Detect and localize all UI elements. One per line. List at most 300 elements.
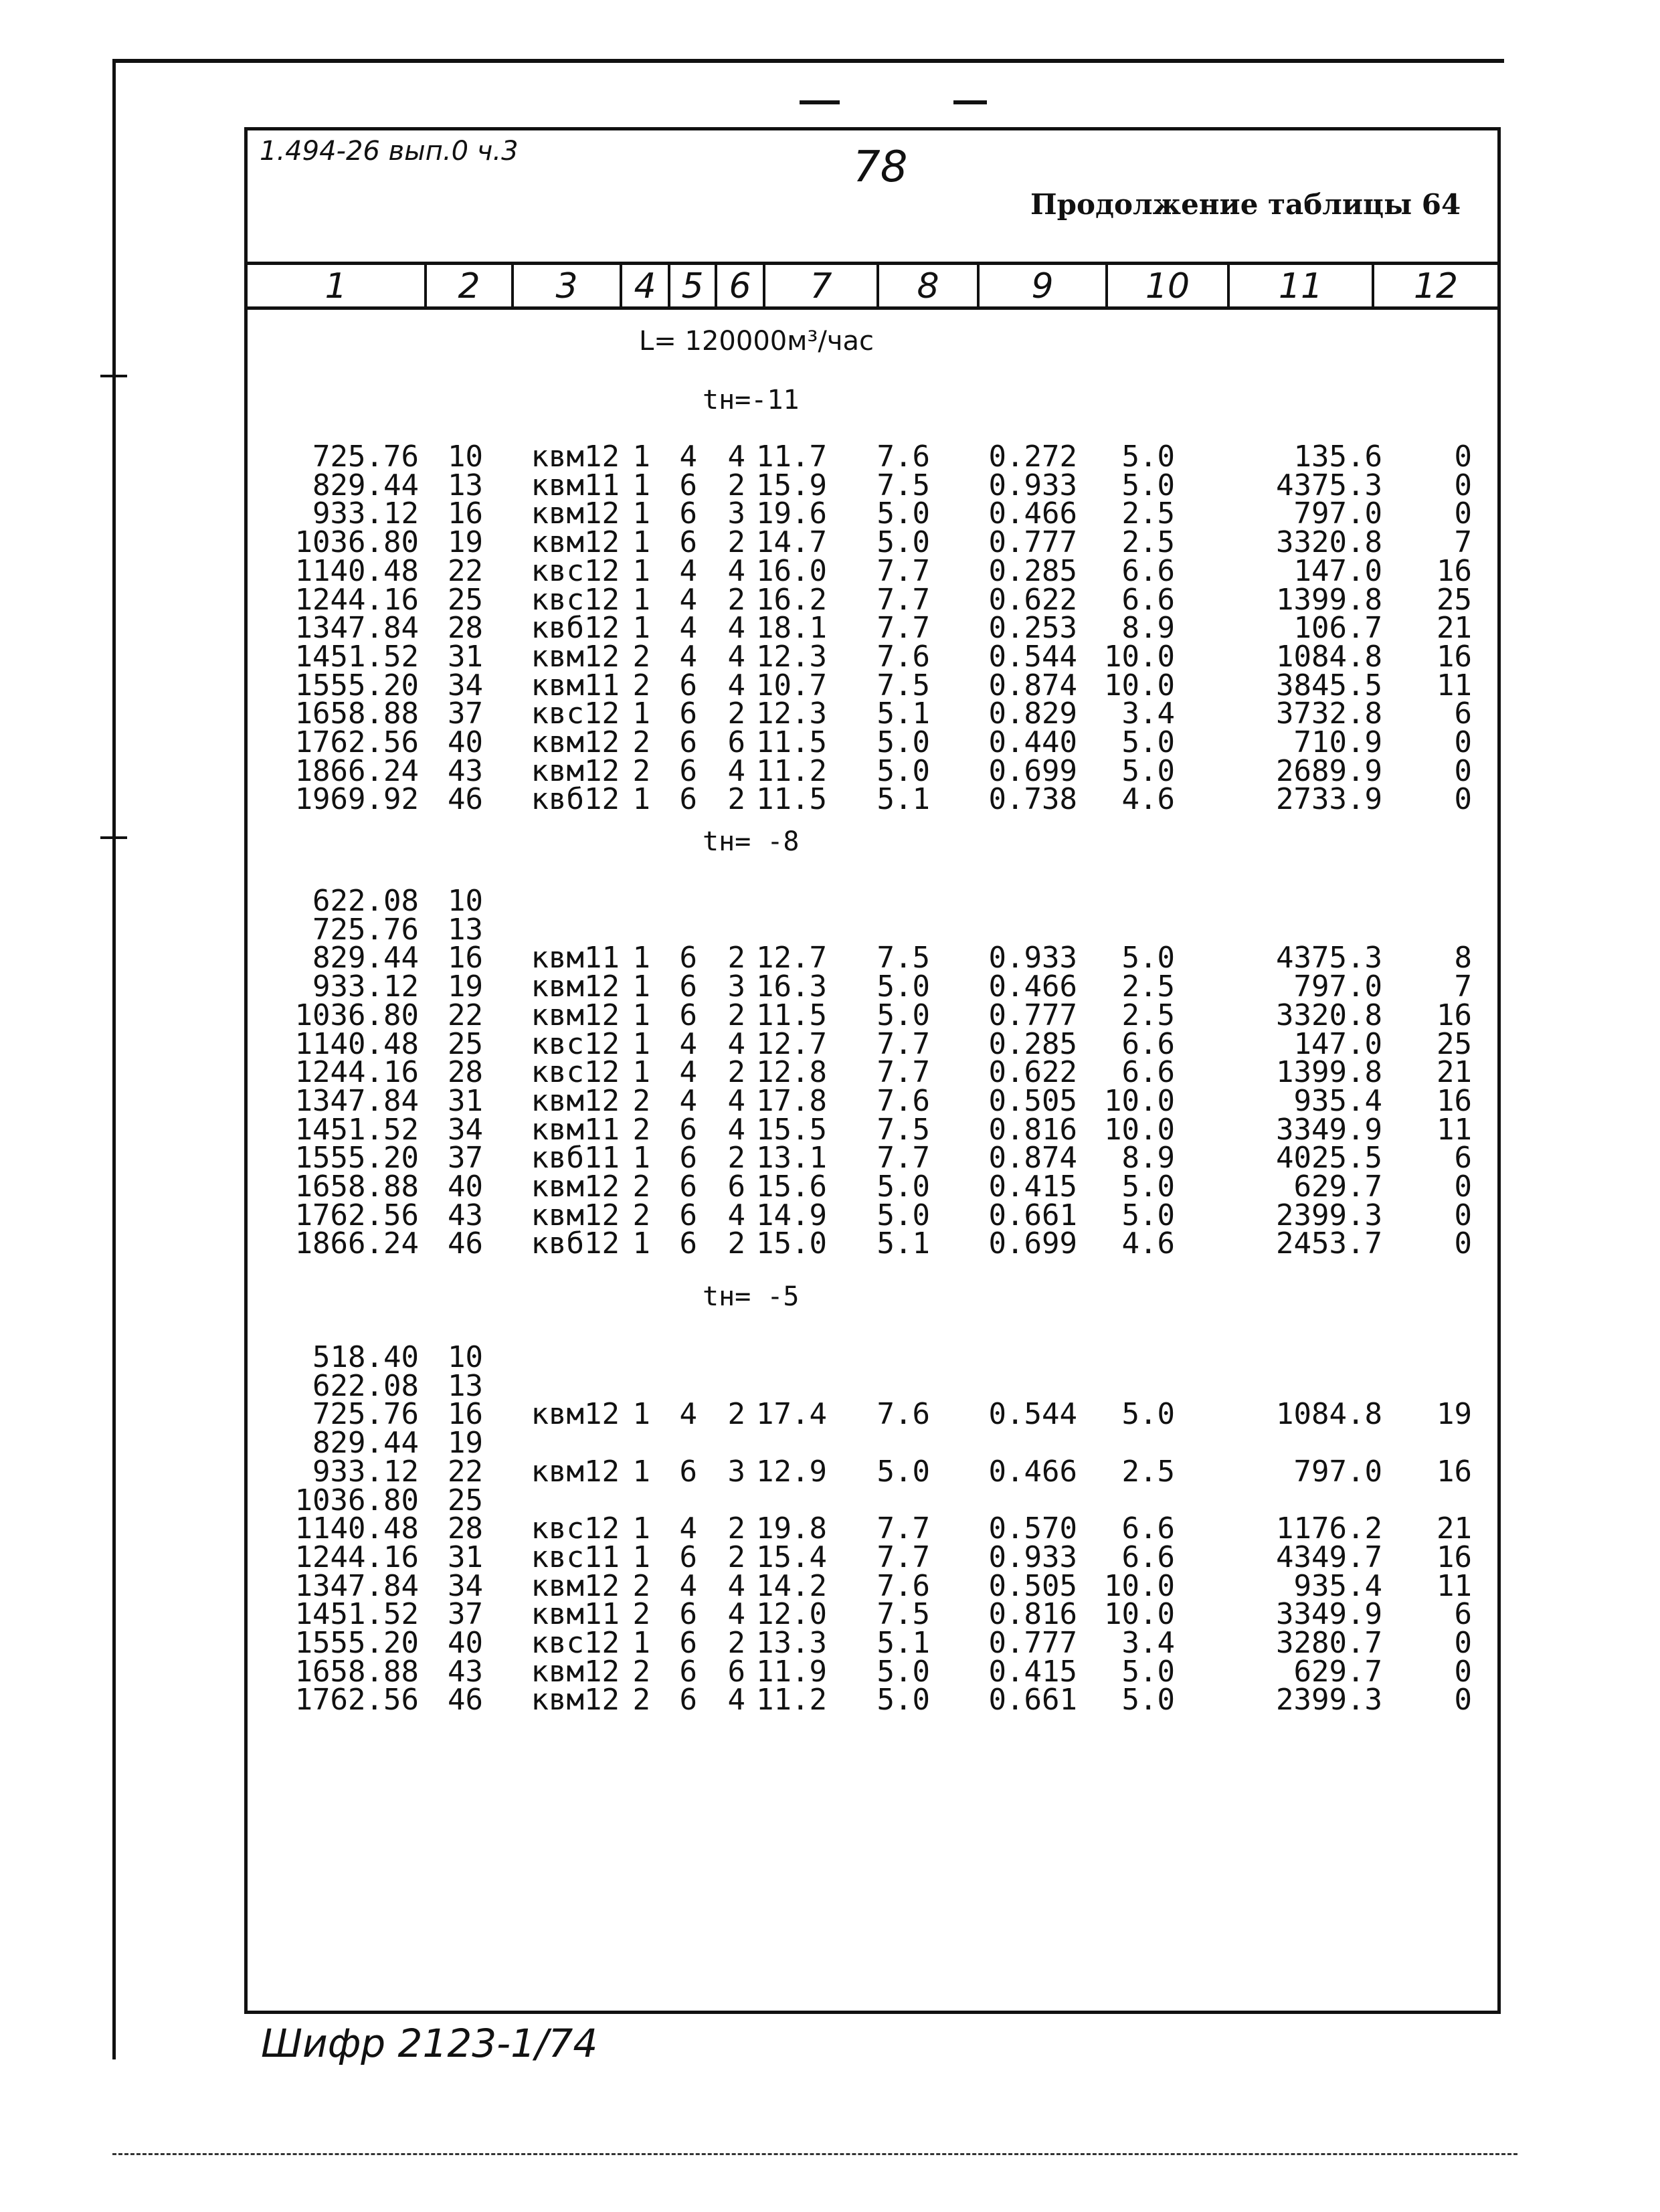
table-cell: 0 bbox=[1454, 1170, 1472, 1204]
table-cell: 12.7 bbox=[756, 1026, 827, 1061]
table-cell: 0.466 bbox=[988, 1454, 1077, 1489]
table-cell: 6 bbox=[679, 1226, 697, 1261]
column-header: 1 bbox=[325, 266, 347, 306]
table-cell: 11.5 bbox=[756, 998, 827, 1032]
table-cell: 5.0 bbox=[877, 1170, 930, 1204]
table-cell: 6 bbox=[679, 1654, 697, 1689]
table-cell: 1347.84 bbox=[294, 1568, 419, 1603]
table-row bbox=[248, 884, 1497, 918]
outer-frame-bottom-line bbox=[112, 2153, 1517, 2155]
table-row bbox=[248, 1083, 1497, 1118]
table-row bbox=[248, 468, 1497, 502]
table-row bbox=[248, 1112, 1497, 1147]
table-cell: 10.7 bbox=[756, 668, 827, 703]
table-cell: 4 bbox=[727, 440, 745, 474]
table-cell: 1 bbox=[632, 697, 650, 731]
table-cell: 40 bbox=[448, 1626, 483, 1660]
table-cell: 1658.88 bbox=[294, 697, 419, 731]
table-cell: 6.6 bbox=[1121, 582, 1175, 617]
table-cell: 0.738 bbox=[988, 782, 1077, 817]
table-cell: 0.777 bbox=[988, 998, 1077, 1032]
table-cell: 16 bbox=[448, 496, 483, 531]
table-cell: 1451.52 bbox=[294, 1112, 419, 1147]
table-cell: 1658.88 bbox=[294, 1654, 419, 1689]
table-cell: 7 bbox=[1454, 525, 1472, 560]
table-cell: 6 bbox=[727, 1170, 745, 1204]
column-header: 6 bbox=[715, 265, 763, 306]
table-cell: 6 bbox=[679, 1626, 697, 1660]
table-cell: квм11 bbox=[531, 468, 620, 502]
table-cell: 43 bbox=[448, 1654, 483, 1689]
table-cell: квм12 bbox=[531, 639, 620, 674]
table-cell: 0 bbox=[1454, 440, 1472, 474]
table-cell: 6 bbox=[727, 1654, 745, 1689]
table-cell: 6 bbox=[679, 753, 697, 788]
table-cell: 4 bbox=[727, 1597, 745, 1632]
table-cell: 4 bbox=[727, 1112, 745, 1147]
table-cell: 2 bbox=[632, 725, 650, 759]
table-cell: 5.1 bbox=[877, 697, 930, 731]
table-cell: 2453.7 bbox=[1276, 1226, 1382, 1261]
table-frame bbox=[244, 127, 1501, 2014]
margin-tick-mark bbox=[100, 375, 127, 377]
table-cell: 2 bbox=[727, 998, 745, 1032]
table-cell: квб12 bbox=[531, 611, 620, 646]
table-cell: 25 bbox=[448, 1026, 483, 1061]
table-row bbox=[248, 1055, 1497, 1090]
table-cell: 0 bbox=[1454, 782, 1472, 817]
table-cell: 1969.92 bbox=[294, 782, 419, 817]
table-cell: 797.0 bbox=[1293, 496, 1382, 531]
table-row bbox=[248, 1368, 1497, 1403]
table-cell: квс12 bbox=[531, 1626, 620, 1660]
table-cell: 10.0 bbox=[1104, 1112, 1175, 1147]
table-cell: 629.7 bbox=[1293, 1170, 1382, 1204]
table-cell: 106.7 bbox=[1293, 611, 1382, 646]
table-cell: 3 bbox=[727, 970, 745, 1004]
table-row bbox=[248, 972, 1497, 1002]
table-cell: 11.7 bbox=[756, 440, 827, 474]
table-cell: 2 bbox=[727, 1141, 745, 1176]
table-row bbox=[248, 1426, 1497, 1461]
table-cell: 5.0 bbox=[877, 496, 930, 531]
table-cell: квб11 bbox=[531, 1141, 620, 1176]
table-cell: 629.7 bbox=[1293, 1654, 1382, 1689]
table-cell: 3 bbox=[727, 1454, 745, 1489]
table-cell: 6 bbox=[679, 496, 697, 531]
table-cell: 1555.20 bbox=[294, 1141, 419, 1176]
table-row bbox=[248, 1340, 1497, 1374]
table-cell: 43 bbox=[448, 753, 483, 788]
table-cell: 14.9 bbox=[756, 1198, 827, 1232]
table-cell: 0 bbox=[1454, 725, 1472, 759]
table-cell: 37 bbox=[448, 697, 483, 731]
table-cell: 7.6 bbox=[877, 1568, 930, 1603]
table-cell: 135.6 bbox=[1293, 440, 1382, 474]
table-cell: 0.253 bbox=[988, 611, 1077, 646]
table-cell: 725.76 bbox=[312, 440, 419, 474]
section-title: tн= -8 bbox=[703, 826, 800, 857]
table-cell: 5.0 bbox=[877, 725, 930, 759]
table-cell: 4 bbox=[679, 1511, 697, 1546]
table-cell: 13 bbox=[448, 468, 483, 502]
table-cell: 1244.16 bbox=[294, 1540, 419, 1574]
table-cell: 10.0 bbox=[1104, 668, 1175, 703]
table-cell: квс12 bbox=[531, 1026, 620, 1061]
table-cell: 25 bbox=[448, 582, 483, 617]
table-cell: 34 bbox=[448, 1568, 483, 1603]
table-cell: 16 bbox=[1437, 639, 1472, 674]
table-cell: 6 bbox=[679, 998, 697, 1032]
table-cell: 17.8 bbox=[756, 1083, 827, 1118]
table-cell: 7.5 bbox=[877, 668, 930, 703]
table-cell: 2 bbox=[727, 1540, 745, 1574]
table-cell: 1036.80 bbox=[294, 525, 419, 560]
table-cell: 7.7 bbox=[877, 1055, 930, 1090]
table-cell: 3349.9 bbox=[1276, 1112, 1382, 1147]
table-cell: 40 bbox=[448, 1170, 483, 1204]
table-cell: 1036.80 bbox=[294, 1483, 419, 1517]
table-cell: 28 bbox=[448, 1055, 483, 1090]
table-cell: 1451.52 bbox=[294, 639, 419, 674]
table-cell: 5.0 bbox=[877, 970, 930, 1004]
table-cell: 10.0 bbox=[1104, 1568, 1175, 1603]
column-header: 4 bbox=[620, 265, 668, 306]
table-cell: 4.6 bbox=[1121, 1226, 1175, 1261]
table-cell: 5.0 bbox=[1121, 725, 1175, 759]
table-cell: 797.0 bbox=[1293, 970, 1382, 1004]
table-cell: 0.874 bbox=[988, 1141, 1077, 1176]
table-cell: 13.1 bbox=[756, 1141, 827, 1176]
table-cell: 43 bbox=[448, 1198, 483, 1232]
table-cell: 6 bbox=[679, 1112, 697, 1147]
table-cell: 4349.7 bbox=[1276, 1540, 1382, 1574]
table-cell: 2 bbox=[632, 1654, 650, 1689]
table-row bbox=[248, 668, 1497, 703]
table-cell: 4 bbox=[727, 1026, 745, 1061]
table-cell: 7.6 bbox=[877, 440, 930, 474]
airflow-label: L= 120000м³/час bbox=[639, 326, 874, 357]
table-cell: 4025.5 bbox=[1276, 1141, 1382, 1176]
table-cell: 5.0 bbox=[1121, 753, 1175, 788]
table-cell: 22 bbox=[448, 998, 483, 1032]
table-cell: квм12 bbox=[531, 970, 620, 1004]
table-cell: 7.5 bbox=[877, 468, 930, 502]
column-header: 12 bbox=[1372, 265, 1497, 306]
table-row bbox=[248, 442, 1497, 472]
table-cell: 4 bbox=[679, 611, 697, 646]
table-cell: 0.829 bbox=[988, 697, 1077, 731]
table-cell: 16 bbox=[448, 941, 483, 976]
column-header: 3 bbox=[511, 265, 620, 306]
table-cell: квс12 bbox=[531, 553, 620, 588]
table-cell: 2 bbox=[727, 468, 745, 502]
table-cell: квм12 bbox=[531, 1654, 620, 1689]
table-cell: квм11 bbox=[531, 941, 620, 976]
table-cell: 12.7 bbox=[756, 941, 827, 976]
table-cell: 0.622 bbox=[988, 1055, 1077, 1090]
table-cell: 5.0 bbox=[877, 1454, 930, 1489]
table-cell: 4 bbox=[727, 1083, 745, 1118]
table-cell: 16.2 bbox=[756, 582, 827, 617]
table-cell: 11 bbox=[1437, 668, 1472, 703]
table-cell: 46 bbox=[448, 1683, 483, 1718]
table-cell: 3845.5 bbox=[1276, 668, 1382, 703]
table-cell: 0.570 bbox=[988, 1511, 1077, 1546]
table-cell: 4 bbox=[679, 1397, 697, 1432]
table-cell: 1399.8 bbox=[1276, 1055, 1382, 1090]
table-cell: 710.9 bbox=[1293, 725, 1382, 759]
table-cell: 7.6 bbox=[877, 639, 930, 674]
table-cell: 2 bbox=[632, 1597, 650, 1632]
table-cell: 10.0 bbox=[1104, 1083, 1175, 1118]
table-cell: 19 bbox=[1437, 1397, 1472, 1432]
table-cell: 2 bbox=[632, 1170, 650, 1204]
table-cell: 12.9 bbox=[756, 1454, 827, 1489]
table-cell: 0.440 bbox=[988, 725, 1077, 759]
table-cell: 8.9 bbox=[1121, 611, 1175, 646]
table-cell: 0 bbox=[1454, 753, 1472, 788]
table-cell: 16 bbox=[1437, 1540, 1472, 1574]
table-cell: 2689.9 bbox=[1276, 753, 1382, 788]
table-cell: квс12 bbox=[531, 697, 620, 731]
table-row bbox=[248, 912, 1497, 947]
table-cell: квм12 bbox=[531, 1397, 620, 1432]
table-cell: 6.6 bbox=[1121, 1511, 1175, 1546]
table-cell: 2 bbox=[632, 1112, 650, 1147]
table-cell: 7.7 bbox=[877, 582, 930, 617]
table-cell: 4.6 bbox=[1121, 782, 1175, 817]
table-cell: 37 bbox=[448, 1141, 483, 1176]
table-cell: 0.505 bbox=[988, 1083, 1077, 1118]
table-cell: 3 bbox=[727, 496, 745, 531]
table-cell: 2 bbox=[632, 1083, 650, 1118]
table-cell: 0.661 bbox=[988, 1198, 1077, 1232]
table-cell: 5.1 bbox=[877, 1626, 930, 1660]
table-cell: 10.0 bbox=[1104, 639, 1175, 674]
table-cell: 6 bbox=[679, 468, 697, 502]
table-cell: 0.415 bbox=[988, 1654, 1077, 1689]
table-cell: 1 bbox=[632, 440, 650, 474]
table-cell: 6 bbox=[679, 1198, 697, 1232]
table-cell: 518.40 bbox=[312, 1340, 419, 1374]
table-cell: 16.0 bbox=[756, 553, 827, 588]
table-cell: 3320.8 bbox=[1276, 525, 1382, 560]
table-cell: 6.6 bbox=[1121, 1026, 1175, 1061]
table-cell: 933.12 bbox=[312, 970, 419, 1004]
table-cell: 935.4 bbox=[1293, 1083, 1382, 1118]
table-cell: 13 bbox=[448, 912, 483, 947]
table-row bbox=[248, 753, 1497, 788]
table-cell: 0.544 bbox=[988, 1397, 1077, 1432]
table-cell: 6 bbox=[679, 668, 697, 703]
table-cell: 6 bbox=[1454, 697, 1472, 731]
table-cell: 34 bbox=[448, 668, 483, 703]
table-cell: 0 bbox=[1454, 1198, 1472, 1232]
table-cell: 1140.48 bbox=[294, 1026, 419, 1061]
table-cell: 1244.16 bbox=[294, 582, 419, 617]
table-row bbox=[248, 725, 1497, 759]
table-cell: 18.1 bbox=[756, 611, 827, 646]
table-cell: 2.5 bbox=[1121, 970, 1175, 1004]
table-cell: 28 bbox=[448, 611, 483, 646]
table-cell: 1 bbox=[632, 1141, 650, 1176]
table-row bbox=[248, 998, 1497, 1032]
table-row bbox=[248, 1597, 1497, 1632]
table-cell: 2.5 bbox=[1121, 496, 1175, 531]
table-cell: 5.0 bbox=[877, 1683, 930, 1718]
table-cell: 6.6 bbox=[1121, 1540, 1175, 1574]
table-cell: 829.44 bbox=[312, 941, 419, 976]
table-cell: квм12 bbox=[531, 525, 620, 560]
table-cell: 7.6 bbox=[877, 1083, 930, 1118]
table-cell: 6 bbox=[679, 1683, 697, 1718]
column-header: 2 bbox=[424, 265, 511, 306]
table-cell: 3349.9 bbox=[1276, 1597, 1382, 1632]
page-number: 78 bbox=[853, 143, 908, 192]
table-cell: 2733.9 bbox=[1276, 782, 1382, 817]
table-cell: 0.874 bbox=[988, 668, 1077, 703]
table-cell: 3732.8 bbox=[1276, 697, 1382, 731]
table-cell: 16 bbox=[1437, 1083, 1472, 1118]
table-cell: 797.0 bbox=[1293, 1454, 1382, 1489]
table-row bbox=[248, 582, 1497, 617]
table-cell: 0 bbox=[1454, 468, 1472, 502]
table-cell: 6 bbox=[727, 725, 745, 759]
table-row bbox=[248, 1626, 1497, 1660]
table-cell: 1176.2 bbox=[1276, 1511, 1382, 1546]
table-cell: 2 bbox=[632, 639, 650, 674]
table-cell: 725.76 bbox=[312, 912, 419, 947]
table-cell: квм12 bbox=[531, 998, 620, 1032]
table-cell: 1 bbox=[632, 1397, 650, 1432]
table-cell: 10 bbox=[448, 884, 483, 918]
table-cell: 0.816 bbox=[988, 1112, 1077, 1147]
table-cell: 1140.48 bbox=[294, 553, 419, 588]
table-cell: 11 bbox=[1437, 1112, 1472, 1147]
table-cell: 2 bbox=[632, 668, 650, 703]
table-cell: 11 bbox=[1437, 1568, 1472, 1603]
table-cell: 15.6 bbox=[756, 1170, 827, 1204]
table-cell: 3280.7 bbox=[1276, 1626, 1382, 1660]
table-cell: 12.3 bbox=[756, 639, 827, 674]
table-cell: 4 bbox=[679, 1568, 697, 1603]
table-cell: 6.6 bbox=[1121, 553, 1175, 588]
table-cell: 6 bbox=[679, 725, 697, 759]
table-row bbox=[248, 1568, 1497, 1603]
table-cell: 4375.3 bbox=[1276, 468, 1382, 502]
table-cell: 16 bbox=[448, 1397, 483, 1432]
table-cell: 21 bbox=[1437, 611, 1472, 646]
table-cell: квм12 bbox=[531, 1454, 620, 1489]
table-cell: 7.7 bbox=[877, 1511, 930, 1546]
table-cell: 1555.20 bbox=[294, 668, 419, 703]
table-cell: 19 bbox=[448, 1426, 483, 1461]
table-cell: 5.0 bbox=[1121, 941, 1175, 976]
table-cell: 25 bbox=[1437, 1026, 1472, 1061]
table-cell: 16 bbox=[1437, 553, 1472, 588]
table-cell: 147.0 bbox=[1293, 553, 1382, 588]
table-cell: 933.12 bbox=[312, 496, 419, 531]
table-cell: квс12 bbox=[531, 1055, 620, 1090]
table-cell: 6 bbox=[679, 1597, 697, 1632]
table-cell: квб12 bbox=[531, 782, 620, 817]
footer-code: Шифр 2123-1/74 bbox=[261, 2021, 598, 2066]
table-cell: 0.622 bbox=[988, 582, 1077, 617]
table-cell: 40 bbox=[448, 725, 483, 759]
table-cell: квм12 bbox=[531, 725, 620, 759]
table-cell: 13.3 bbox=[756, 1626, 827, 1660]
table-cell: 1 bbox=[632, 525, 650, 560]
table-cell: 1 bbox=[632, 1626, 650, 1660]
table-cell: 7.7 bbox=[877, 553, 930, 588]
table-cell: 7.5 bbox=[877, 1112, 930, 1147]
table-cell: 4 bbox=[679, 582, 697, 617]
document-reference: 1.494-26 вып.0 ч.3 bbox=[260, 136, 519, 167]
table-cell: 1084.8 bbox=[1276, 639, 1382, 674]
table-row bbox=[248, 1540, 1497, 1574]
section-title: tн=-11 bbox=[703, 385, 800, 416]
table-cell: 1 bbox=[632, 468, 650, 502]
table-cell: 0.544 bbox=[988, 639, 1077, 674]
table-row bbox=[248, 699, 1497, 729]
table-cell: 2399.3 bbox=[1276, 1198, 1382, 1232]
table-cell: 1 bbox=[632, 941, 650, 976]
table-cell: 11.2 bbox=[756, 753, 827, 788]
table-caption: Продолжение таблицы 64 bbox=[1030, 188, 1461, 221]
table-cell: 12.8 bbox=[756, 1055, 827, 1090]
table-cell: 15.5 bbox=[756, 1112, 827, 1147]
table-cell: 1555.20 bbox=[294, 1626, 419, 1660]
table-cell: 2 bbox=[727, 1397, 745, 1432]
table-cell: 5.1 bbox=[877, 782, 930, 817]
table-cell: 1399.8 bbox=[1276, 582, 1382, 617]
table-cell: 1 bbox=[632, 582, 650, 617]
table-cell: 7.7 bbox=[877, 1141, 930, 1176]
table-cell: 0.505 bbox=[988, 1568, 1077, 1603]
table-cell: 16.3 bbox=[756, 970, 827, 1004]
table-cell: 7.7 bbox=[877, 1540, 930, 1574]
table-cell: 5.0 bbox=[1121, 1654, 1175, 1689]
table-cell: 1 bbox=[632, 782, 650, 817]
table-cell: 25 bbox=[448, 1483, 483, 1517]
table-cell: 12.3 bbox=[756, 697, 827, 731]
table-cell: 933.12 bbox=[312, 1454, 419, 1489]
table-cell: квс12 bbox=[531, 1511, 620, 1546]
table-cell: 4 bbox=[679, 553, 697, 588]
table-cell: 12.0 bbox=[756, 1597, 827, 1632]
table-cell: 6.6 bbox=[1121, 1055, 1175, 1090]
table-cell: квм11 bbox=[531, 1112, 620, 1147]
table-cell: 10.0 bbox=[1104, 1597, 1175, 1632]
table-cell: 1762.56 bbox=[294, 1198, 419, 1232]
table-cell: 1140.48 bbox=[294, 1511, 419, 1546]
table-cell: 0.285 bbox=[988, 553, 1077, 588]
table-cell: 3.4 bbox=[1121, 697, 1175, 731]
table-cell: 4 bbox=[679, 639, 697, 674]
table-cell: 5.1 bbox=[877, 1226, 930, 1261]
table-cell: 935.4 bbox=[1293, 1568, 1382, 1603]
table-cell: 2.5 bbox=[1121, 525, 1175, 560]
table-cell: 1244.16 bbox=[294, 1055, 419, 1090]
table-cell: 2.5 bbox=[1121, 998, 1175, 1032]
table-cell: 2 bbox=[727, 1626, 745, 1660]
table-cell: 1866.24 bbox=[294, 1226, 419, 1261]
table-cell: квм11 bbox=[531, 1597, 620, 1632]
column-header: 7 bbox=[763, 265, 877, 306]
table-cell: 0.816 bbox=[988, 1597, 1077, 1632]
table-cell: 17.4 bbox=[756, 1397, 827, 1432]
